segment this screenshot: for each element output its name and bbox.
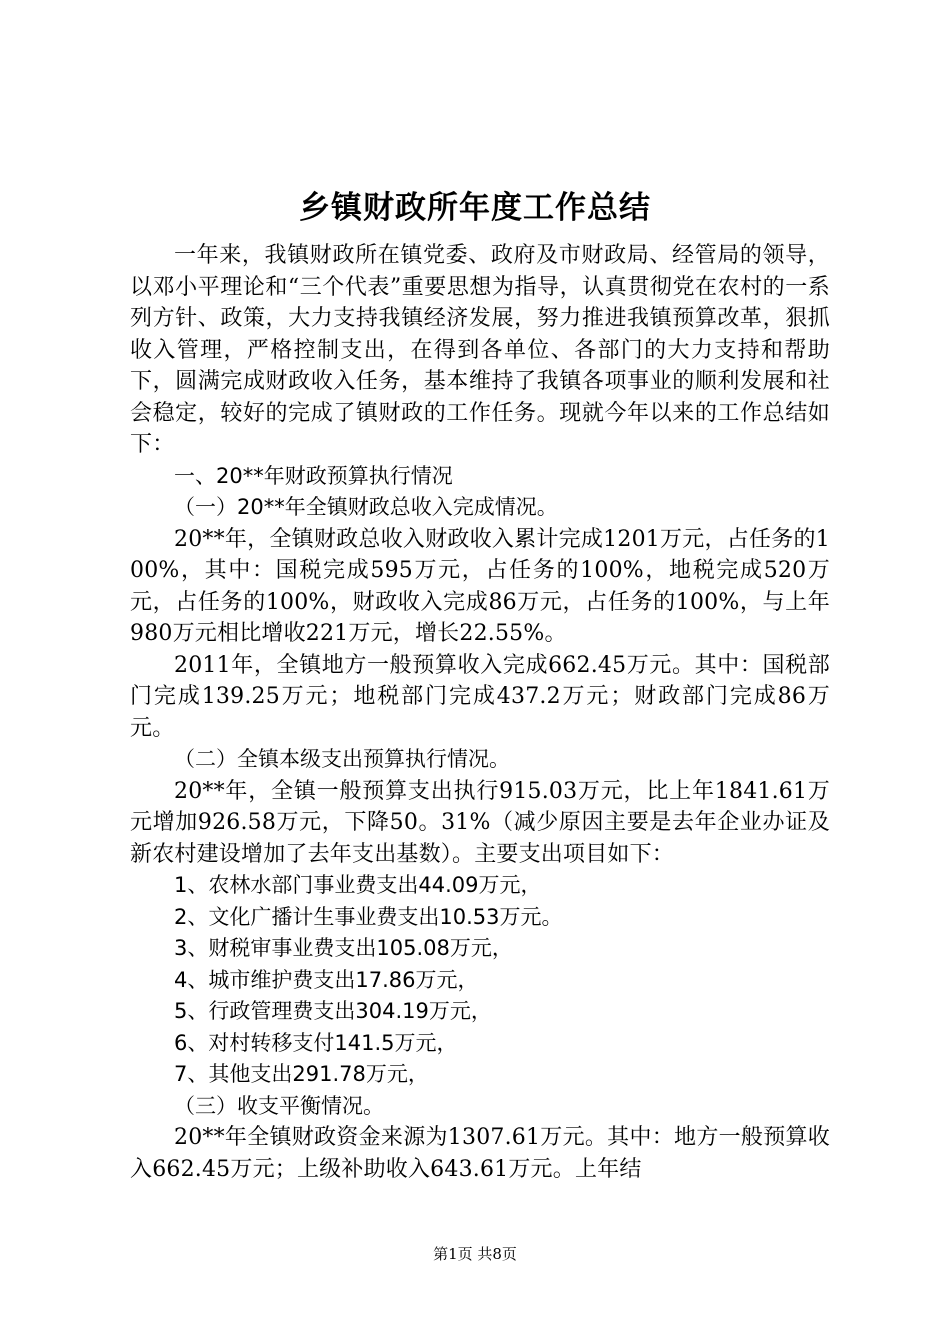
- expense-item: 5、行政管理费支出304.19万元，: [174, 999, 492, 1023]
- page-number-footer: 第1页 共8页: [433, 1245, 517, 1263]
- expense-item: 1、农林水部门事业费支出44.09万元，: [174, 873, 542, 897]
- document-body: [130, 240, 830, 1185]
- local-revenue-paragraph: 2011年，全镇地方一般预算收入完成662.45万元。其中：国税部门完成139.25万元；地税部门完成437.2万元；财政部门完成86万元。: [130, 652, 830, 741]
- expense-item: 7、其他支出291.78万元，: [174, 1062, 429, 1086]
- revenue-paragraph: 20**年，全镇财政总收入财政收入累计完成1201万元，占任务的100%，其中：国税完成595万元，占任务的100%，地税完成520万元，占任务的100%，财政收入完成86万元，占任务的100%，与上年980万元相比增收221万元，增长22.55%。: [130, 526, 830, 646]
- subsection-heading-3: （三）收支平衡情况。: [174, 1093, 384, 1118]
- document-title: 乡镇财政所年度工作总结: [299, 190, 651, 226]
- expense-item: 4、城市维护费支出17.86万元，: [174, 967, 479, 992]
- subsection-heading-2: （二）全镇本级支出预算执行情况。: [174, 747, 510, 771]
- section-heading-1: 一、20**年财政预算执行情况: [174, 463, 453, 488]
- expense-item: 6、对村转移支付141.5万元，: [174, 1030, 458, 1055]
- expense-item: 2、文化广播计生事业费支出10.53万元。: [174, 904, 563, 929]
- balance-paragraph: 20**年全镇财政资金来源为1307.61万元。其中：地方一般预算收入662.45万元；上级补助收入643.61万元。上年结: [130, 1125, 830, 1182]
- expenditure-paragraph: 20**年，全镇一般预算支出执行915.03万元，比上年1841.61万元增加926.58万元，下降50。31%（减少原因主要是去年企业办证及新农村建设增加了去年支出基数）。主要支出项目如下：: [130, 778, 830, 867]
- intro-paragraph: 一年来，我镇财政所在镇党委、政府及市财政局、经管局的领导，以邓小平理论和“三个代表”重要思想为指导，认真贯彻党在农村的一系列方针、政策，大力支持我镇经济发展，努力推进我镇预算改革，狠抓收入管理，严格控制支出，在得到各单位、各部门的大力支持和帮助下，圆满完成财政收入任务，基本维持了我镇各项事业的顺利发展和社会稳定，较好的完成了镇财政的工作任务。现就今年以来的工作总结如下：: [130, 243, 830, 457]
- expense-item: 3、财税审事业费支出105.08万元，: [174, 936, 513, 960]
- subsection-heading-1: （一）20**年全镇财政总收入完成情况。: [174, 495, 558, 519]
